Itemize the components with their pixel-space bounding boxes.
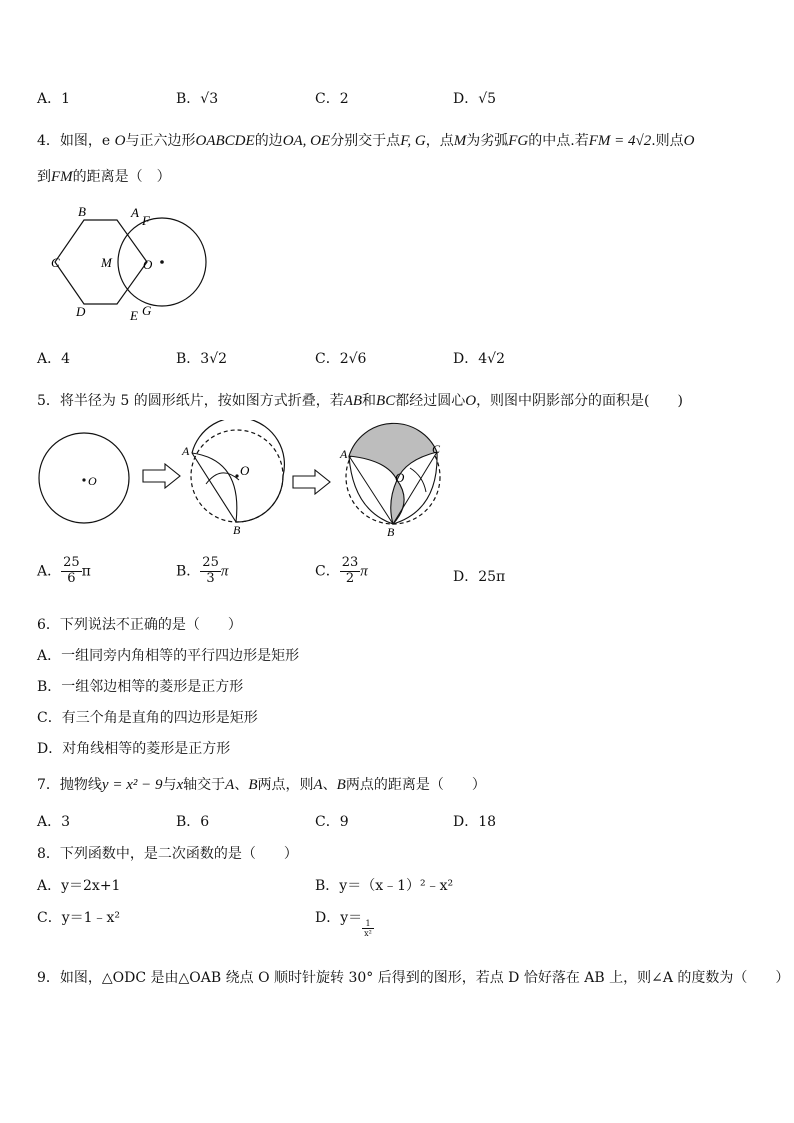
label-e: E — [130, 308, 138, 323]
q8-option-c: C．y＝1﹣x² — [37, 910, 121, 926]
label-o-1: O — [88, 474, 97, 488]
q8-option-a: A．y＝2x+1 — [37, 878, 121, 894]
q7-option-b: B．6 — [176, 814, 210, 830]
q8-stem: 8．下列函数中，是二次函数的是（ ） — [37, 846, 298, 862]
shaded-top — [349, 423, 437, 480]
arrow-icon — [143, 464, 180, 488]
q7-option-d: D．18 — [453, 814, 497, 830]
center-dot — [82, 478, 85, 481]
q3-option-a: A．1 — [37, 91, 71, 107]
q5-option-c: C． $\frac{23}{2}$ π — [315, 555, 368, 586]
label-a-3: A — [340, 447, 348, 461]
q8-option-b: B．y＝（x﹣1）²﹣x² — [315, 878, 454, 894]
q4-figure — [40, 200, 230, 330]
q3-option-d: D．√5 — [453, 91, 497, 107]
q4-option-b: B．3√2 — [176, 351, 228, 367]
label-f: F — [142, 213, 150, 228]
label-b-3: B — [387, 525, 395, 539]
q6-option-b: B．一组邻边相等的菱形是正方形 — [37, 679, 244, 695]
q7-stem: 7．抛物线y = x² − 9与x轴交于A、B两点，则A、B两点的距离是（ ） — [37, 777, 486, 793]
q4-option-d: D．4√2 — [453, 351, 505, 367]
label-o: O — [143, 257, 153, 272]
label-c-3: C — [432, 442, 441, 456]
q6-option-a: A．一组同旁内角相等的平行四边形是矩形 — [37, 648, 300, 664]
paper-circle — [39, 433, 129, 523]
q5-stem: 5．将半径为 5 的圆形纸片，按如图方式折叠，若AB和BC都经过圆心O，则图中阴影部分的面积是( ) — [37, 393, 683, 409]
q3-option-b: B．√3 — [176, 91, 219, 107]
q9-stem: 9．如图，△ODC 是由△OAB 绕点 O 顺时针旋转 30° 后得到的图形，若点 D 恰好落在 AB 上，则∠A 的度数为（ ） — [37, 970, 790, 986]
center-dot-2 — [235, 474, 238, 477]
solid-arc — [192, 420, 284, 522]
label-o-3: O — [395, 470, 405, 485]
q7-option-c: C．9 — [315, 814, 349, 830]
q7-option-a: A．3 — [37, 814, 71, 830]
q4-option-a: A．4 — [37, 351, 71, 367]
q8-option-d: D．y＝ $\frac{1}{\text{x²}}$ — [315, 910, 372, 938]
q5-figure — [35, 420, 455, 545]
q5-option-d: D．25π — [453, 569, 506, 585]
label-m: M — [101, 255, 112, 270]
q4-stem-line2: 到FM的距离是（ ） — [37, 169, 171, 185]
label-b-2: B — [233, 523, 241, 537]
q6-option-c: C．有三个角是直角的四边形是矩形 — [37, 710, 258, 726]
q5-option-b: B． $\frac{25}{3}$ π — [176, 555, 229, 586]
q6-option-d: D．对角线相等的菱形是正方形 — [37, 741, 231, 757]
q5-option-a: A． $\frac{25}{6}$ π — [37, 555, 91, 586]
center-dot — [160, 260, 164, 264]
label-a: A — [131, 205, 139, 220]
q3-option-c: C．2 — [315, 91, 349, 107]
q4-option-c: C．2√6 — [315, 351, 367, 367]
label-a-2: A — [182, 444, 190, 458]
chord-ab — [192, 453, 236, 522]
label-g: G — [142, 303, 152, 318]
q4-stem-line1: 4．如图，e O与正六边形OABCDE的边OA, OE分别交于点F, G，点M为劣弧FG的中点.若FM = 4√2.则点O — [37, 133, 695, 149]
arrow-icon-2 — [293, 470, 330, 494]
q6-stem: 6．下列说法不正确的是（ ） — [37, 617, 242, 633]
label-b: B — [78, 204, 86, 219]
fold-arrow-icon-2 — [410, 468, 426, 492]
label-d: D — [76, 304, 86, 319]
label-o-2: O — [240, 463, 250, 478]
label-c: C — [51, 255, 60, 270]
